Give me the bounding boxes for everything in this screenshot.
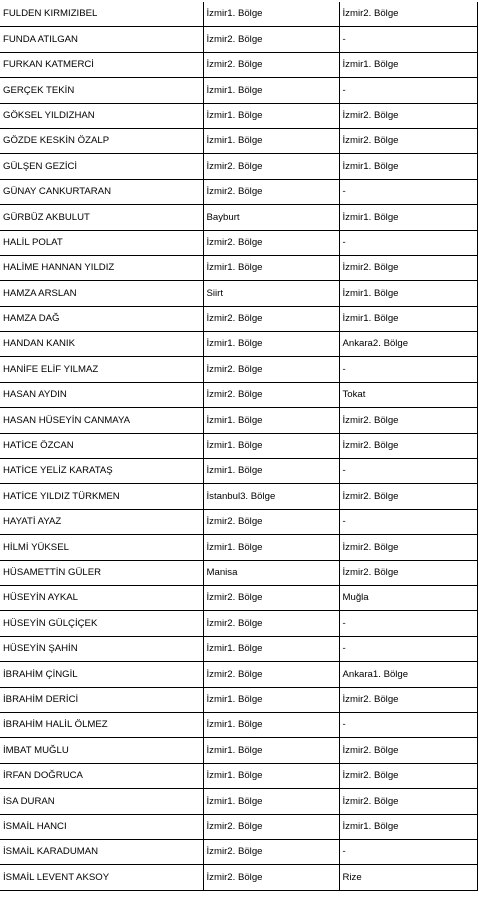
second-region-cell: İzmir2. Bölge xyxy=(339,687,477,712)
first-region-cell: İzmir1. Bölge xyxy=(203,789,339,814)
name-cell: HASAN HÜSEYİN CANMAYA xyxy=(0,408,203,433)
name-cell: HANİFE ELİF YILMAZ xyxy=(0,357,203,382)
second-region-cell: İzmir1. Bölge xyxy=(339,52,477,77)
second-region-cell: - xyxy=(339,459,477,484)
name-cell: HATİCE YELİZ KARATAŞ xyxy=(0,459,203,484)
table-row xyxy=(0,687,477,712)
second-region-cell: İzmir2. Bölge xyxy=(339,408,477,433)
first-region-cell: İzmir2. Bölge xyxy=(203,230,339,255)
first-region-cell: İzmir1. Bölge xyxy=(203,763,339,788)
name-cell: HÜSEYİN ŞAHİN xyxy=(0,636,203,661)
first-region-cell: İzmir2. Bölge xyxy=(203,52,339,77)
second-region-cell: - xyxy=(339,357,477,382)
second-region-cell: İzmir2. Bölge xyxy=(339,535,477,560)
name-cell: HAYATİ AYAZ xyxy=(0,509,203,534)
first-region-cell: İzmir1. Bölge xyxy=(203,433,339,458)
first-region-cell: İzmir1. Bölge xyxy=(203,103,339,128)
first-region-cell: İzmir2. Bölge xyxy=(203,611,339,636)
table-row xyxy=(0,205,477,230)
first-region-cell: İzmir2. Bölge xyxy=(203,27,339,52)
first-region-cell: İzmir2. Bölge xyxy=(203,179,339,204)
first-region-cell: İzmir2. Bölge xyxy=(203,662,339,687)
first-region-cell: İzmir1. Bölge xyxy=(203,738,339,763)
second-region-cell: İzmir1. Bölge xyxy=(339,205,477,230)
table-row xyxy=(0,712,477,737)
first-region-cell: İzmir2. Bölge xyxy=(203,154,339,179)
table-row xyxy=(0,459,477,484)
first-region-cell: İzmir1. Bölge xyxy=(203,255,339,280)
first-region-cell: İzmir2. Bölge xyxy=(203,839,339,864)
table-row xyxy=(0,2,477,27)
first-region-cell: İzmir1. Bölge xyxy=(203,332,339,357)
second-region-cell: İzmir1. Bölge xyxy=(339,154,477,179)
name-cell: HATİCE YILDIZ TÜRKMEN xyxy=(0,484,203,509)
table-row xyxy=(0,103,477,128)
second-region-cell: İzmir2. Bölge xyxy=(339,128,477,153)
name-cell: HAMZA ARSLAN xyxy=(0,281,203,306)
name-cell: GERÇEK TEKİN xyxy=(0,78,203,103)
name-cell: İBRAHİM HALİL ÖLMEZ xyxy=(0,712,203,737)
name-cell: İSMAİL HANCI xyxy=(0,814,203,839)
name-cell: HANDAN KANIK xyxy=(0,332,203,357)
second-region-cell: İzmir2. Bölge xyxy=(339,255,477,280)
table-row xyxy=(0,839,477,864)
name-cell: İSA DURAN xyxy=(0,789,203,814)
first-region-cell: Siirt xyxy=(203,281,339,306)
second-region-cell: Tokat xyxy=(339,382,477,407)
table-row xyxy=(0,535,477,560)
second-region-cell: - xyxy=(339,78,477,103)
second-region-cell: - xyxy=(339,636,477,661)
table-row xyxy=(0,484,477,509)
table-row xyxy=(0,52,477,77)
first-region-cell: Bayburt xyxy=(203,205,339,230)
second-region-cell: - xyxy=(339,712,477,737)
name-cell: FURKAN KATMERCİ xyxy=(0,52,203,77)
name-cell: GÜLŞEN GEZİCİ xyxy=(0,154,203,179)
second-region-cell: Ankara2. Bölge xyxy=(339,332,477,357)
second-region-cell: - xyxy=(339,611,477,636)
table-row xyxy=(0,78,477,103)
second-region-cell: Muğla xyxy=(339,585,477,610)
second-region-cell: İzmir2. Bölge xyxy=(339,2,477,27)
name-cell: HALİME HANNAN YILDIZ xyxy=(0,255,203,280)
first-region-cell: İzmir1. Bölge xyxy=(203,636,339,661)
table-row xyxy=(0,611,477,636)
name-cell: İBRAHİM DERİCİ xyxy=(0,687,203,712)
table-row xyxy=(0,865,477,890)
table-row xyxy=(0,509,477,534)
name-cell: HÜSEYİN AYKAL xyxy=(0,585,203,610)
table-row xyxy=(0,408,477,433)
roster-table xyxy=(0,2,478,891)
first-region-cell: İzmir2. Bölge xyxy=(203,865,339,890)
second-region-cell: İzmir1. Bölge xyxy=(339,281,477,306)
table-row xyxy=(0,230,477,255)
second-region-cell: İzmir2. Bölge xyxy=(339,560,477,585)
table-row xyxy=(0,636,477,661)
name-cell: FUNDA ATILGAN xyxy=(0,27,203,52)
first-region-cell: İzmir2. Bölge xyxy=(203,382,339,407)
second-region-cell: - xyxy=(339,509,477,534)
first-region-cell: İzmir1. Bölge xyxy=(203,408,339,433)
name-cell: İBRAHİM ÇİNGİL xyxy=(0,662,203,687)
second-region-cell: İzmir2. Bölge xyxy=(339,789,477,814)
name-cell: HÜSEYİN GÜLÇİÇEK xyxy=(0,611,203,636)
name-cell: HÜSAMETTİN GÜLER xyxy=(0,560,203,585)
table-row xyxy=(0,179,477,204)
table-row xyxy=(0,306,477,331)
first-region-cell: İzmir1. Bölge xyxy=(203,2,339,27)
first-region-cell: İzmir1. Bölge xyxy=(203,459,339,484)
second-region-cell: - xyxy=(339,230,477,255)
name-cell: HASAN AYDIN xyxy=(0,382,203,407)
name-cell: İSMAİL KARADUMAN xyxy=(0,839,203,864)
table-row xyxy=(0,738,477,763)
name-cell: GÜRBÜZ AKBULUT xyxy=(0,205,203,230)
name-cell: HATİCE ÖZCAN xyxy=(0,433,203,458)
second-region-cell: Rize xyxy=(339,865,477,890)
second-region-cell: İzmir2. Bölge xyxy=(339,103,477,128)
table-row xyxy=(0,789,477,814)
table-row xyxy=(0,281,477,306)
second-region-cell: İzmir2. Bölge xyxy=(339,433,477,458)
name-cell: FULDEN KIRMIZIBEL xyxy=(0,2,203,27)
roster-table-body xyxy=(0,2,477,890)
name-cell: HİLMİ YÜKSEL xyxy=(0,535,203,560)
first-region-cell: İzmir1. Bölge xyxy=(203,78,339,103)
first-region-cell: İzmir1. Bölge xyxy=(203,712,339,737)
table-row xyxy=(0,560,477,585)
first-region-cell: İzmir2. Bölge xyxy=(203,357,339,382)
table-row xyxy=(0,128,477,153)
second-region-cell: İzmir2. Bölge xyxy=(339,763,477,788)
table-row xyxy=(0,382,477,407)
name-cell: GÖZDE KESKİN ÖZALP xyxy=(0,128,203,153)
first-region-cell: İzmir2. Bölge xyxy=(203,814,339,839)
table-row xyxy=(0,763,477,788)
first-region-cell: İzmir2. Bölge xyxy=(203,509,339,534)
name-cell: İMBAT MUĞLU xyxy=(0,738,203,763)
second-region-cell: - xyxy=(339,179,477,204)
first-region-cell: İzmir1. Bölge xyxy=(203,687,339,712)
second-region-cell: İzmir2. Bölge xyxy=(339,484,477,509)
table-row xyxy=(0,332,477,357)
table-row xyxy=(0,357,477,382)
first-region-cell: Manisa xyxy=(203,560,339,585)
second-region-cell: İzmir1. Bölge xyxy=(339,814,477,839)
second-region-cell: - xyxy=(339,27,477,52)
second-region-cell: Ankara1. Bölge xyxy=(339,662,477,687)
name-cell: HALİL POLAT xyxy=(0,230,203,255)
table-row xyxy=(0,27,477,52)
first-region-cell: İzmir1. Bölge xyxy=(203,535,339,560)
table-row xyxy=(0,662,477,687)
table-row xyxy=(0,433,477,458)
second-region-cell: İzmir1. Bölge xyxy=(339,306,477,331)
first-region-cell: İzmir2. Bölge xyxy=(203,585,339,610)
second-region-cell: - xyxy=(339,839,477,864)
table-row xyxy=(0,255,477,280)
second-region-cell: İzmir2. Bölge xyxy=(339,738,477,763)
first-region-cell: İzmir2. Bölge xyxy=(203,306,339,331)
first-region-cell: İzmir1. Bölge xyxy=(203,128,339,153)
first-region-cell: İstanbul3. Bölge xyxy=(203,484,339,509)
name-cell: GÖKSEL YILDIZHAN xyxy=(0,103,203,128)
name-cell: İSMAİL LEVENT AKSOY xyxy=(0,865,203,890)
table-row xyxy=(0,154,477,179)
name-cell: İRFAN DOĞRUCA xyxy=(0,763,203,788)
table-row xyxy=(0,814,477,839)
name-cell: GÜNAY CANKURTARAN xyxy=(0,179,203,204)
table-row xyxy=(0,585,477,610)
name-cell: HAMZA DAĞ xyxy=(0,306,203,331)
